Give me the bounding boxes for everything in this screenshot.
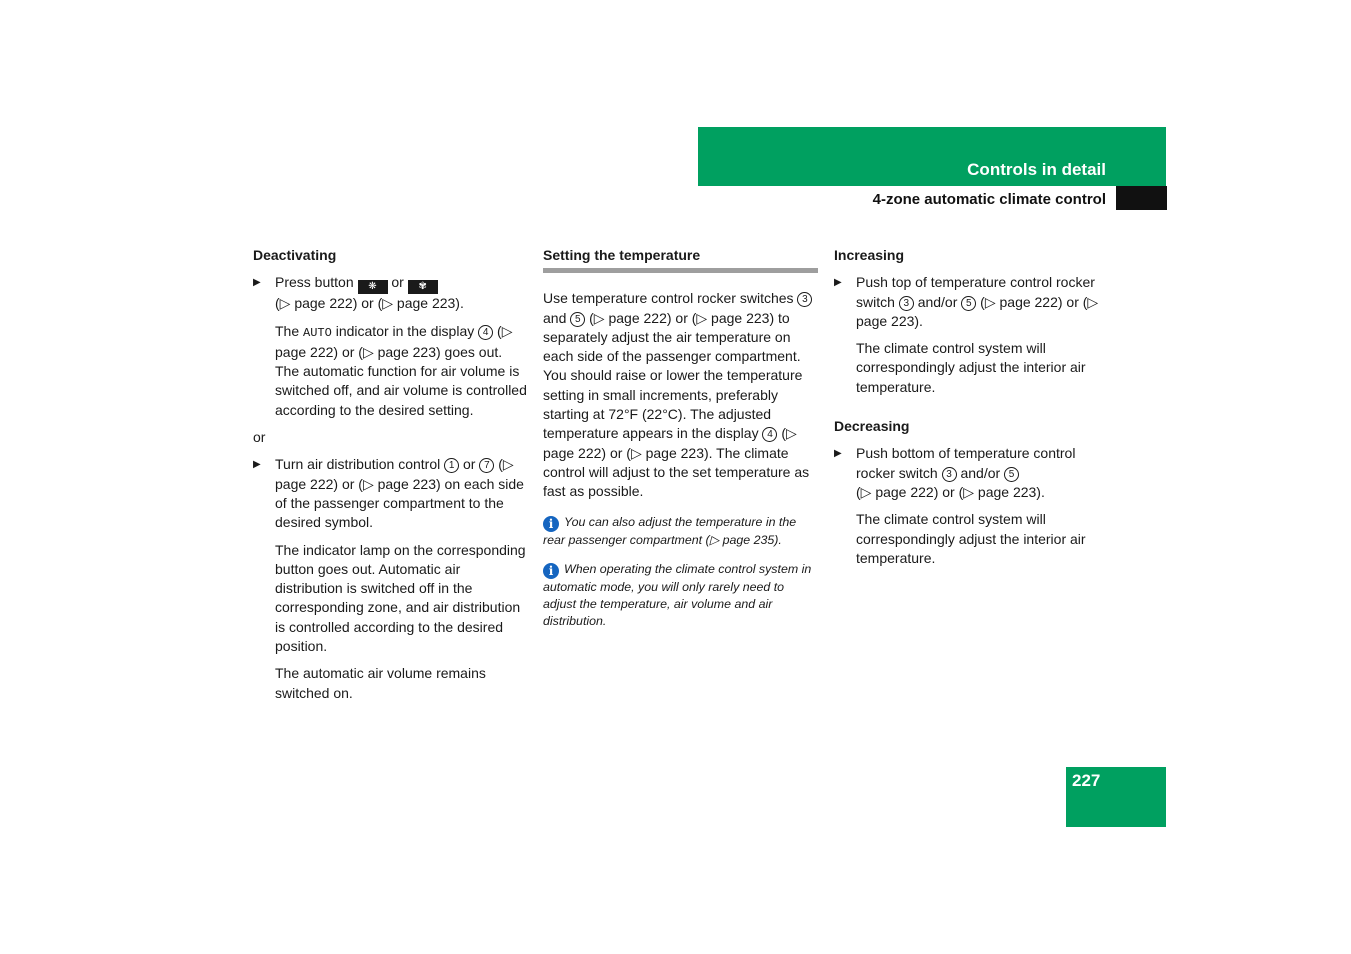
section-tab-marker xyxy=(1116,186,1167,210)
auto-indicator-label: AUTO xyxy=(303,325,332,340)
callout-number: 5 xyxy=(961,296,976,311)
callout-number: 5 xyxy=(570,312,585,327)
triangle-bullet-icon: ▶ xyxy=(253,277,261,289)
callout-number: 4 xyxy=(762,427,777,442)
heading-deactivating: Deactivating xyxy=(253,247,337,263)
column-increasing-decreasing xyxy=(834,246,1109,576)
heading-increasing: Increasing xyxy=(834,247,905,263)
triangle-bullet-icon: ▶ xyxy=(834,448,842,460)
section-title: Controls in detail xyxy=(967,160,1106,179)
page-reference: (▷ page 222) or (▷ page 223). xyxy=(275,295,464,312)
triangle-bullet-icon: ▶ xyxy=(253,459,261,471)
heading-decreasing: Decreasing xyxy=(834,418,910,435)
page-number: 227 xyxy=(1072,771,1101,790)
callout-number: 7 xyxy=(479,458,494,473)
callout-number: 3 xyxy=(942,467,957,482)
info-note: i When operating the climate control system in automatic mode, you will only rarely need to adjust the temperature, air volume and air distribution. xyxy=(543,561,812,628)
paragraph: The indicator lamp on the corresponding button goes out. Automatic air distribution is switched off in the corresponding zone, and air distribution is controlled according to the desired position. xyxy=(275,541,526,655)
page-number-box xyxy=(1066,767,1166,827)
info-note: i You can also adjust the temperature in the rear passenger compartment (▷ page 235). xyxy=(543,514,797,547)
section-subtitle: 4-zone automatic climate control xyxy=(872,191,1106,208)
paragraph: The AUTO indicator in the display 4 (▷ page 222) or (▷ page 223) goes out. The automatic function for air volume is switched off, and air volume is controlled according to the desired setting. xyxy=(275,322,527,418)
callout-number: 3 xyxy=(899,296,914,311)
list-item: ▶ Push top of temperature control rocker switch 3 and/or 5 (▷ page 222) or (▷ page 223). xyxy=(834,274,1099,329)
fan-auto-button-icon: ❋ xyxy=(358,280,388,294)
column-deactivating xyxy=(253,246,528,711)
paragraph: Use temperature control rocker switches 3 and 5 (▷ page 222) or (▷ page 223) to separately adjust the air temperature on each side of the passenger compartment. You should raise or lower the temperature setting in small increments, preferably starting at 72°F (22°C). The adjusted temperature appears in the display 4 (▷ page 222) or (▷ page 223). The climate control will adjust to the set temperature as fast as possible. xyxy=(543,289,818,501)
paragraph: The climate control system will correspondingly adjust the interior air temperature. xyxy=(856,340,1086,395)
callout-number: 4 xyxy=(478,325,493,340)
info-icon: i xyxy=(543,563,559,579)
column-setting-temperature xyxy=(543,246,818,642)
fan-max-button-icon: ✾ xyxy=(408,280,438,294)
triangle-bullet-icon: ▶ xyxy=(834,277,842,289)
paragraph: The automatic air volume remains switched on. xyxy=(275,665,486,701)
info-icon: i xyxy=(543,516,559,532)
list-item: ▶ Turn air distribution control 1 or 7 (▷ page 222) or (▷ page 223) on each side of the passenger compartment to the desired symbol. xyxy=(253,456,524,531)
callout-number: 1 xyxy=(444,458,459,473)
callout-number: 3 xyxy=(797,292,812,307)
or-separator: or xyxy=(253,429,266,446)
list-item: ▶ Push bottom of temperature control rocker switch 3 and/or 5 (▷ page 222) or (▷ page 223). xyxy=(834,445,1076,500)
callout-number: 5 xyxy=(1004,467,1019,482)
list-item: ▶ Press button ❋ or ✾ (▷ page 222) or (▷ page 223). xyxy=(253,274,464,312)
paragraph: The climate control system will correspondingly adjust the interior air temperature. xyxy=(856,511,1086,566)
heading-setting-temperature: Setting the temperature xyxy=(543,246,818,273)
